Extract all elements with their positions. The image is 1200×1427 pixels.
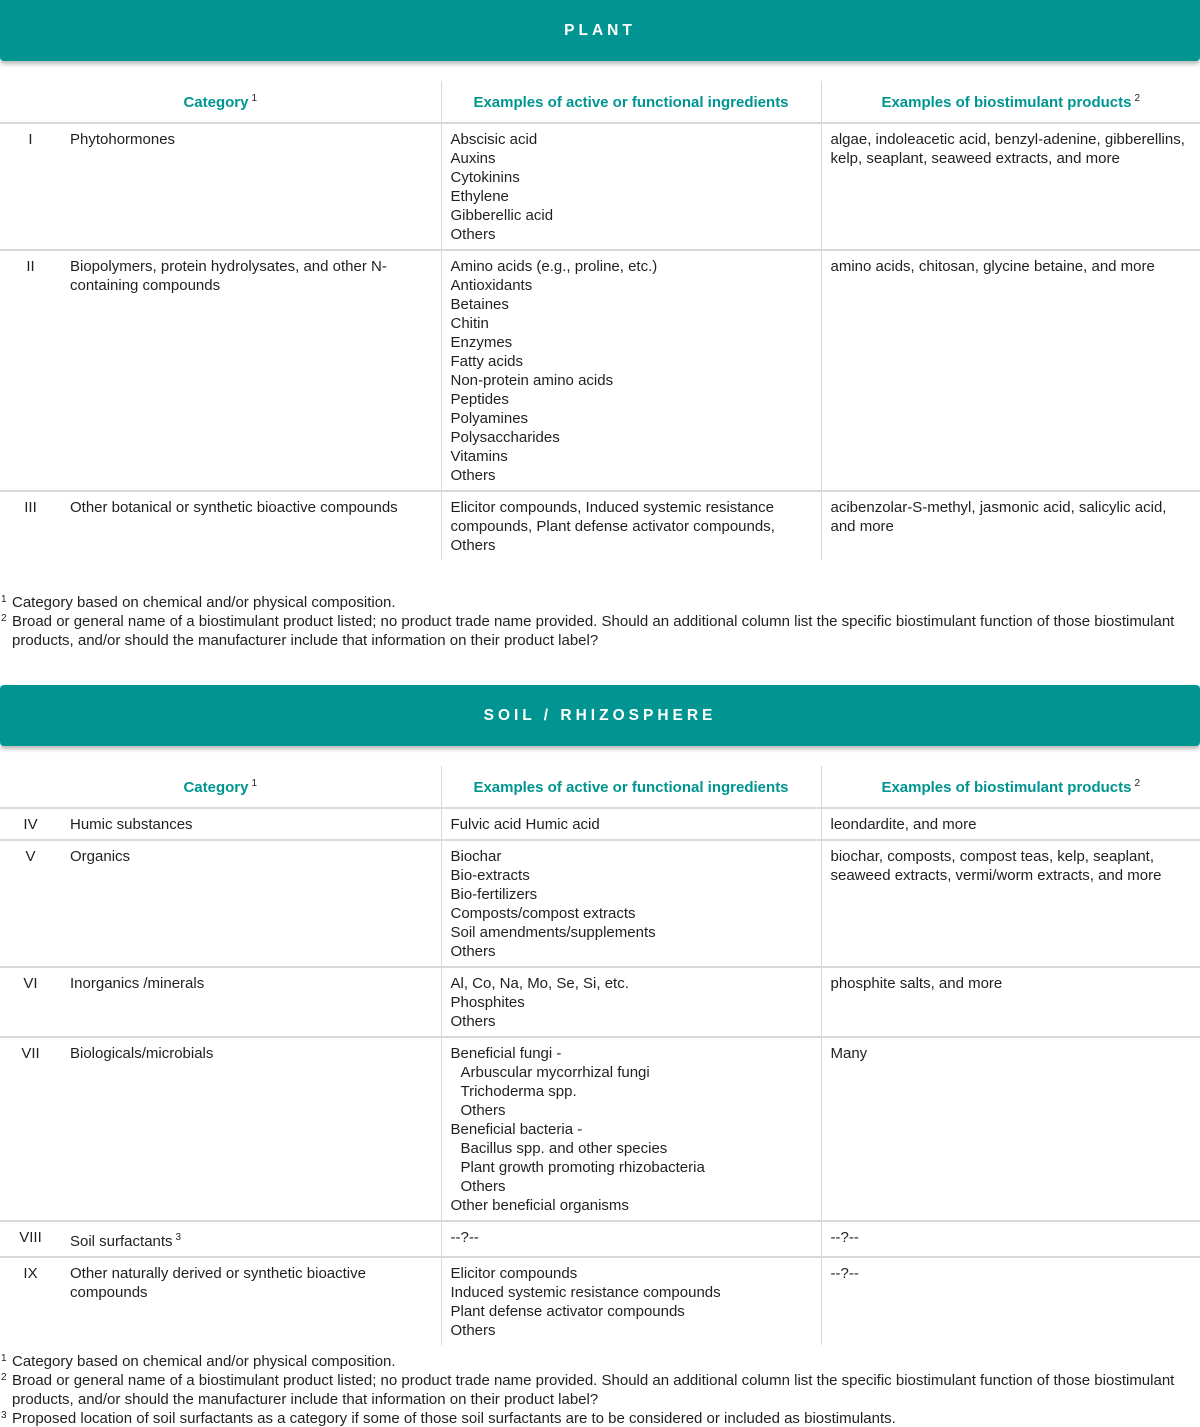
ingredients-cell: [441, 1037, 821, 1221]
ingredient-item: Elicitor compounds: [450, 1265, 578, 1282]
category-name: [61, 840, 441, 967]
ingredient-item: Arbuscular mycorrhizal fungi: [460, 1064, 650, 1081]
category-number: V: [0, 840, 61, 967]
products-cell: leondardite, and more: [821, 808, 1200, 840]
products-cell: --?--: [821, 1257, 1200, 1345]
category-name: [61, 1037, 441, 1221]
ingredient-item: Vitamins: [450, 448, 508, 465]
category-name: [61, 967, 441, 1037]
category-label: Other naturally derived or synthetic bioactive compounds: [70, 1265, 366, 1301]
footnote: [0, 593, 1200, 612]
ingredient-item: Non-protein amino acids: [450, 372, 614, 389]
footnote-text: Proposed location of soil surfactants as a category if some of those soil surfactants are to be considered or included as biostimulants.: [12, 1410, 896, 1427]
category-label: Phytohormones: [70, 131, 176, 148]
plant-table: [0, 81, 1200, 560]
section-title: PLANT: [564, 22, 636, 39]
ingredients-cell: [441, 1257, 821, 1345]
footnote-ref: 1: [251, 93, 258, 104]
table-row: [0, 1221, 1200, 1257]
column-header-products: Examples of biostimulant products $^2$: [821, 81, 1200, 123]
table-row: [0, 250, 1200, 491]
footnote-number: 1: [1, 594, 7, 605]
footnote: [0, 1371, 1200, 1409]
column-header-products: Examples of biostimulant products $^2$: [821, 766, 1200, 808]
ingredient-item: Elicitor compounds, Induced systemic resistance compounds, Plant defense activator compounds,: [450, 499, 775, 535]
column-header-ingredients: Examples of active or functional ingredients: [441, 766, 821, 808]
ingredient-item: Ethylene: [450, 188, 509, 205]
footnote-text: Category based on chemical and/or physical composition.: [12, 1353, 396, 1370]
section-banner-plant: [0, 0, 1200, 61]
table-row: [0, 808, 1200, 840]
footnote-number: 1: [1, 1353, 7, 1364]
ingredient-item: Others: [450, 943, 496, 960]
table-row: [0, 967, 1200, 1037]
products-cell: biochar, composts, compost teas, kelp, seaplant, seaweed extracts, vermi/worm extracts, and more: [821, 840, 1200, 967]
ingredients-cell: [441, 250, 821, 491]
ingredient-item: Phosphites: [450, 994, 525, 1011]
footnote-number: 2: [1, 1372, 7, 1383]
products-cell: algae, indoleacetic acid, benzyl-adenine, gibberellins, kelp, seaplant, seaweed extracts, and more: [821, 123, 1200, 250]
category-number: IX: [0, 1257, 61, 1345]
footnote-text: Broad or general name of a biostimulant product listed; no product trade name provided. Should an additional column list the specific biostimulant function of those biostimulant products, and/or should the manufacturer include that information on their product label?: [12, 1372, 1175, 1408]
ingredient-item: Betaines: [450, 296, 509, 313]
ingredients-cell: [441, 840, 821, 967]
ingredients-cell: [441, 808, 821, 840]
footnote-ref: 3: [175, 1232, 182, 1243]
ingredients-cell: [441, 123, 821, 250]
ingredients-cell: [441, 1221, 821, 1257]
ingredient-item: Auxins: [450, 150, 496, 167]
products-cell: phosphite salts, and more: [821, 967, 1200, 1037]
products-cell: Many: [821, 1037, 1200, 1221]
ingredient-item: Trichoderma spp.: [460, 1083, 577, 1100]
category-name: [61, 1257, 441, 1345]
plant-footnotes: [0, 593, 1200, 650]
ingredient-item: Peptides: [450, 391, 509, 408]
column-header-category: Category $^1$: [0, 81, 441, 123]
ingredient-item: Others: [450, 226, 496, 243]
ingredient-item: Bio-extracts: [450, 867, 530, 884]
ingredient-item: Others: [450, 467, 496, 484]
footnote-ref: 2: [1134, 778, 1141, 789]
footnote: [0, 1409, 1200, 1427]
ingredient-item: Polysaccharides: [450, 429, 560, 446]
category-label: Soil surfactants: [70, 1233, 173, 1250]
category-label: Biopolymers, protein hydrolysates, and other N-containing compounds: [70, 258, 387, 294]
footnote-text: Broad or general name of a biostimulant product listed; no product trade name provided. Should an additional column list the specific biostimulant function of those biostimulant products, and/or should the manufacturer include that information on their product label?: [12, 613, 1175, 649]
ingredient-item: Composts/compost extracts: [450, 905, 636, 922]
category-name: [61, 123, 441, 250]
products-cell: acibenzolar-S-methyl, jasmonic acid, salicylic acid, and more: [821, 491, 1200, 560]
ingredient-item: Fulvic acid Humic acid: [450, 816, 600, 833]
ingredient-item: Gibberellic acid: [450, 207, 554, 224]
ingredient-item: Chitin: [450, 315, 489, 332]
category-number: VII: [0, 1037, 61, 1221]
category-label: Biologicals/microbials: [70, 1045, 214, 1062]
soil-rhizosphere-footnotes: [0, 1352, 1200, 1427]
category-label: Other botanical or synthetic bioactive compounds: [70, 499, 398, 516]
category-number: IV: [23, 816, 38, 833]
footnote-ref: 2: [1134, 93, 1141, 104]
table-row: [0, 123, 1200, 250]
ingredient-item: Cytokinins: [450, 169, 520, 186]
ingredient-item: Abscisic acid: [450, 131, 538, 148]
ingredient-item: Plant defense activator compounds: [450, 1303, 685, 1320]
ingredient-item: Soil amendments/supplements: [450, 924, 656, 941]
soil-rhizosphere-table: [0, 766, 1200, 1345]
category-name: [61, 1221, 441, 1257]
category-number: VIII: [0, 1221, 61, 1257]
ingredient-item: Enzymes: [450, 334, 513, 351]
table-row: [0, 840, 1200, 967]
category-name: [61, 250, 441, 491]
category-number: II: [0, 250, 61, 491]
footnote: [0, 1352, 1200, 1371]
category-number: III: [0, 491, 61, 560]
ingredient-item: Others: [450, 537, 496, 554]
table-header-row: [0, 766, 1200, 808]
category-number: I: [28, 131, 33, 148]
table-row: [0, 491, 1200, 560]
ingredient-item: Biochar: [450, 848, 502, 865]
ingredient-item: Others: [460, 1178, 506, 1195]
ingredients-cell: [441, 491, 821, 560]
section-banner-soil-rhizosphere: [0, 685, 1200, 746]
category-name: [61, 491, 441, 560]
ingredient-item: Others: [450, 1322, 496, 1339]
footnote-number: 2: [1, 613, 7, 624]
ingredient-item: --?--: [450, 1229, 479, 1246]
ingredient-item: Other beneficial organisms: [450, 1197, 629, 1214]
ingredient-item: Induced systemic resistance compounds: [450, 1284, 721, 1301]
category-name: [61, 808, 441, 840]
category-label: Humic substances: [70, 816, 193, 833]
products-cell: amino acids, chitosan, glycine betaine, and more: [821, 250, 1200, 491]
category-label: Organics: [70, 848, 131, 865]
category-label: Inorganics /minerals: [70, 975, 205, 992]
products-cell: --?--: [821, 1221, 1200, 1257]
ingredient-item: Others: [460, 1102, 506, 1119]
ingredient-item: Beneficial fungi -: [450, 1045, 562, 1062]
category-number: VI: [0, 967, 61, 1037]
ingredient-item: Antioxidants: [450, 277, 533, 294]
ingredient-item: Fatty acids: [450, 353, 524, 370]
ingredient-item: Plant growth promoting rhizobacteria: [460, 1159, 705, 1176]
table-header-row: [0, 81, 1200, 123]
ingredient-item: Amino acids (e.g., proline, etc.): [450, 258, 658, 275]
ingredient-item: Polyamines: [450, 410, 529, 427]
footnote: [0, 612, 1200, 650]
footnote-number: 3: [1, 1410, 7, 1421]
column-header-ingredients: Examples of active or functional ingredients: [441, 81, 821, 123]
column-header-category: Category $^1$: [0, 766, 441, 808]
ingredient-item: Beneficial bacteria -: [450, 1121, 583, 1138]
table-row: [0, 1257, 1200, 1345]
section-title: SOIL / RHIZOSPHERE: [483, 707, 717, 724]
footnote-text: Category based on chemical and/or physical composition.: [12, 594, 396, 611]
ingredients-cell: [441, 967, 821, 1037]
ingredient-item: Bacillus spp. and other species: [460, 1140, 668, 1157]
table-row: [0, 1037, 1200, 1221]
ingredient-item: Others: [450, 1013, 496, 1030]
ingredient-item: Bio-fertilizers: [450, 886, 538, 903]
ingredient-item: Al, Co, Na, Mo, Se, Si, etc.: [450, 975, 629, 992]
footnote-ref: 1: [251, 778, 258, 789]
